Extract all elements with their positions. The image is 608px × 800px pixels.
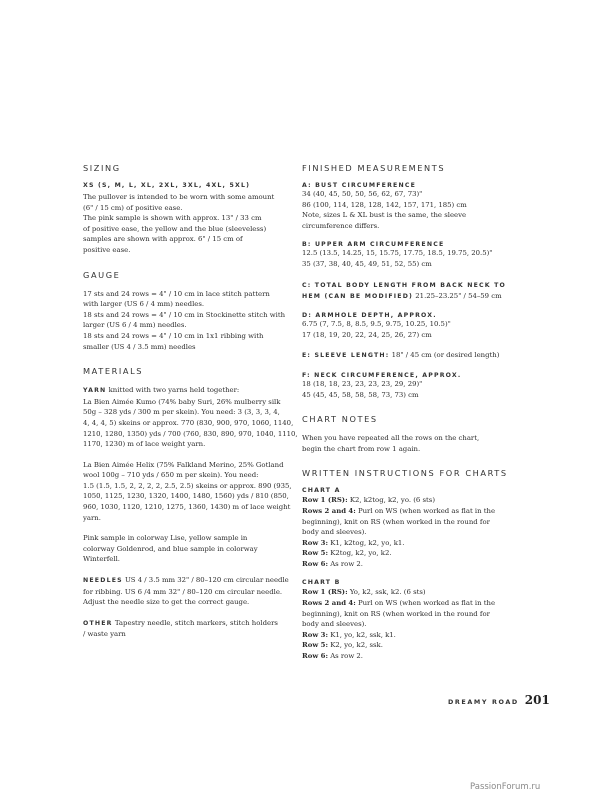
measure-f-text <box>302 379 532 400</box>
measure-a-line: Note, sizes L & XL bust is the same, the sleeve <box>302 211 467 220</box>
chart-b-row <box>302 630 532 641</box>
right-column <box>302 163 532 662</box>
colorway-line: colorway Goldenrod, and blue sample in colorway <box>83 544 258 553</box>
chart-b-row-label: Row 1 (RS): <box>302 588 348 597</box>
measure-a <box>302 182 532 231</box>
chart-b-row-label: Row 6: <box>302 652 328 661</box>
chart-b-row-text: body and sleeves). <box>302 620 367 629</box>
kumo-line: 50g – 328 yds / 300 m per skein). You need: 3 (3, 3, 3, 4, <box>83 408 280 417</box>
chart-a-row-label: Row 1 (RS): <box>302 496 348 505</box>
needles-line-first <box>83 575 301 587</box>
chart-a-block <box>302 487 532 569</box>
written-section <box>302 468 532 661</box>
sizing-section <box>83 163 301 256</box>
helix-line: yarn. <box>83 513 101 522</box>
chart-a-row-label: Row 6: <box>302 559 328 568</box>
chart-b-row <box>302 651 532 662</box>
yarn-intro: knitted with two yarns held together: <box>108 386 240 395</box>
measure-f-line: 18 (18, 18, 23, 23, 23, 23, 29, 29)" <box>302 379 423 388</box>
chart-a-row-label: Row 3: <box>302 538 328 547</box>
needles-label: NEEDLES <box>83 577 123 585</box>
helix-line: 1.5 (1.5, 1.5, 2, 2, 2, 2, 2.5, 2.5) skeins or approx. 890 (935, <box>83 481 292 490</box>
running-head: DREAMY ROAD <box>448 698 519 706</box>
measure-a-label: A: BUST CIRCUMFERENCE <box>302 182 417 189</box>
chart-a-row <box>302 548 532 559</box>
helix-line: La Bien Aimée Helix (75% Falkland Merino, 25% Gotland <box>83 460 284 469</box>
measure-d-line: 6.75 (7, 7.5, 8, 8.5, 9.5, 9.75, 10.25, 10.5)" <box>302 320 451 329</box>
measure-b <box>302 241 532 269</box>
helix-paragraph <box>83 460 301 524</box>
measure-e <box>302 350 532 362</box>
chart-a-row <box>302 538 532 549</box>
measure-c-label2: HEM (CAN BE MODIFIED) <box>302 292 414 300</box>
measure-d-text <box>302 319 532 340</box>
measure-e-text <box>302 350 532 362</box>
sizing-line: samples are shown with approx. 6" / 15 cm of <box>83 235 243 244</box>
measure-a-text <box>302 189 532 231</box>
yarn-intro-line <box>83 385 301 397</box>
measure-a-line: 34 (40, 45, 50, 50, 56, 62, 67, 73)" <box>302 190 423 198</box>
gauge-heading: GAUGE <box>83 269 121 280</box>
chart-b-label: CHART B <box>302 579 341 587</box>
other-label: OTHER <box>83 619 113 627</box>
chart-b-block <box>302 579 532 661</box>
needles-paragraph <box>83 575 301 608</box>
materials-section <box>83 366 301 640</box>
chart-notes-line: begin the chart from row 1 again. <box>302 444 421 453</box>
chart-a-row <box>302 527 532 538</box>
colorway-line: Pink sample in colorway Lise, yellow sample in <box>83 534 248 543</box>
yarn-label: YARN <box>83 387 107 395</box>
measure-c-value: 21.25–23.25" / 54–59 cm <box>415 291 502 300</box>
gauge-line: 17 sts and 24 rows = 4" / 10 cm in lace stitch pattern <box>83 289 270 298</box>
chart-b-row <box>302 640 532 651</box>
chart-b-row-text: Yo, k2, ssk, k2. (6 sts) <box>347 588 426 597</box>
gauge-section <box>83 270 301 353</box>
sizing-text <box>83 192 301 256</box>
chart-b-row <box>302 587 532 598</box>
measure-d-line: 17 (18, 19, 20, 22, 24, 25, 26, 27) cm <box>302 330 432 339</box>
page-number: 201 <box>524 693 550 707</box>
measure-b-line: 35 (37, 38, 40, 45, 49, 51, 52, 55) cm <box>302 259 432 268</box>
kumo-paragraph <box>83 385 301 450</box>
measure-d-label: D: ARMHOLE DEPTH, APPROX. <box>302 312 437 320</box>
helix-line: wool 100g – 710 yds / 650 m per skein). You need: <box>83 471 259 480</box>
measure-f-line: 45 (45, 45, 58, 58, 58, 73, 73) cm <box>302 390 419 399</box>
gauge-line: with larger (US 6 / 4 mm) needles. <box>83 300 205 309</box>
measure-a-line: 86 (100, 114, 128, 128, 142, 157, 171, 185) cm <box>302 200 467 209</box>
chart-a-row <box>302 495 532 506</box>
chart-a-row <box>302 517 532 528</box>
gauge-line: 18 sts and 24 rows = 4" / 10 cm in Stockinette stitch with <box>83 310 286 319</box>
finished-section <box>302 163 532 400</box>
chart-b-row-text: K1, yo, k2, ssk, k1. <box>328 630 396 639</box>
chart-a-row-label: Row 5: <box>302 549 328 558</box>
gauge-line: 18 sts and 24 rows = 4" / 10 cm in 1x1 ribbing with <box>83 331 264 340</box>
needles-line: Adjust the needle size to get the correct gauge. <box>83 598 250 607</box>
kumo-line: 1170, 1230) m of lace weight yarn. <box>83 440 206 449</box>
chart-b-row-label: Rows 2 and 4: <box>302 599 356 608</box>
measure-d <box>302 312 532 340</box>
chart-a-row-text: beginning), knit on RS (when worked in the round for <box>302 517 490 526</box>
left-column <box>83 163 301 654</box>
measure-a-line: circumference differs. <box>302 221 380 230</box>
colorway-paragraph <box>83 533 301 565</box>
chart-a-rows <box>302 495 532 569</box>
chart-a-row-text: K2tog, k2, yo, k2. <box>328 549 392 558</box>
chart-a-row <box>302 559 532 570</box>
watermark: PassionForum.ru <box>470 782 541 792</box>
chart-b-row-text: Purl on WS (when worked as flat in the <box>355 599 496 608</box>
measure-e-value: 18" / 45 cm (or desired length) <box>391 351 500 360</box>
materials-heading: MATERIALS <box>83 366 144 377</box>
gauge-text <box>83 289 301 353</box>
chart-b-rows <box>302 587 532 661</box>
page-footer <box>448 693 550 707</box>
measure-e-label: E: SLEEVE LENGTH: <box>302 352 390 360</box>
sizing-heading: SIZING <box>83 163 121 173</box>
measure-c-label: C: TOTAL BODY LENGTH FROM BACK NECK TO <box>302 281 506 289</box>
chart-a-label: CHART A <box>302 487 341 495</box>
chart-b-row-text: beginning), knit on RS (when worked in the round for <box>302 609 490 618</box>
sizing-sizes: XS (S, M, L, XL, 2XL, 3XL, 4XL, 5XL) <box>83 182 251 189</box>
written-heading: WRITTEN INSTRUCTIONS FOR CHARTS <box>302 468 508 479</box>
chart-b-row <box>302 619 532 630</box>
needles-line: US 4 / 3.5 mm 32" / 80–120 cm circular needle <box>125 576 289 585</box>
chart-a-row-text: K2, k2tog, k2, yo. (6 sts) <box>347 496 436 505</box>
other-line-first <box>83 618 301 630</box>
chart-b-row-text: As row 2. <box>328 652 363 661</box>
measure-f-label: F: NECK CIRCUMFERENCE, APPROX. <box>302 371 462 379</box>
other-line: Tapestry needle, stitch markers, stitch holders <box>114 618 278 627</box>
chart-b-row <box>302 598 532 609</box>
measure-c-text <box>302 291 532 303</box>
measure-b-text <box>302 248 532 269</box>
finished-heading: FINISHED MEASUREMENTS <box>302 163 446 173</box>
chart-b-row-label: Row 5: <box>302 641 328 650</box>
helix-line: 960, 1030, 1120, 1210, 1275, 1360, 1430) m of lace weight <box>83 503 291 512</box>
other-line: / waste yarn <box>83 630 126 639</box>
chart-notes-text <box>302 433 532 454</box>
colorway-line: Winterfell. <box>83 555 120 564</box>
sizing-line: of positive ease, the yellow and the blue (sleeveless) <box>83 224 267 233</box>
chart-b-row <box>302 609 532 620</box>
other-paragraph <box>83 618 301 640</box>
kumo-line: La Bien Aimée Kumo (74% baby Suri, 26% mulberry silk <box>83 397 281 406</box>
measure-c <box>302 280 532 303</box>
measure-b-label: B: UPPER ARM CIRCUMFERENCE <box>302 241 445 249</box>
measure-b-line: 12.5 (13.5, 14.25, 15, 15.75, 17.75, 18.5, 19.75, 20.5)" <box>302 249 493 258</box>
chart-notes-line: When you have repeated all the rows on the chart, <box>302 434 480 443</box>
needles-line: for ribbing. US 6 /4 mm 32" / 80–120 cm circular needle. <box>83 587 283 596</box>
kumo-line: 1210, 1280, 1350) yds / 700 (760, 830, 890, 970, 1040, 1110, <box>83 429 298 438</box>
sizing-line: positive ease. <box>83 245 131 254</box>
chart-notes-heading: CHART NOTES <box>302 414 378 425</box>
chart-a-row <box>302 506 532 517</box>
sizing-line: The pullover is intended to be worn with some amount <box>83 193 275 201</box>
chart-a-row-text: Purl on WS (when worked as flat in the <box>355 506 496 515</box>
chart-b-row-label: Row 3: <box>302 630 328 639</box>
chart-a-row-text: As row 2. <box>328 559 363 568</box>
chart-b-row-text: K2, yo, k2, ssk. <box>328 641 383 650</box>
chart-notes-section <box>302 414 532 454</box>
chart-a-row-text: K1, k2tog, k2, yo, k1. <box>328 538 405 547</box>
measure-f <box>302 372 532 400</box>
chart-a-row-label: Rows 2 and 4: <box>302 506 356 515</box>
helix-line: 1050, 1125, 1230, 1320, 1400, 1480, 1560) yds / 810 (850, <box>83 492 289 501</box>
kumo-line: 4, 4, 4, 5) skeins or approx. 770 (830, 900, 970, 1060, 1140, <box>83 418 294 427</box>
sizing-line: The pink sample is shown with approx. 13" / 33 cm <box>83 214 262 223</box>
chart-a-row-text: body and sleeves). <box>302 528 367 537</box>
sizing-line: (6" / 15 cm) of positive ease. <box>83 203 183 212</box>
gauge-line: larger (US 6 / 4 mm) needles. <box>83 321 187 330</box>
gauge-line: smaller (US 4 / 3.5 mm) needles <box>83 342 196 351</box>
